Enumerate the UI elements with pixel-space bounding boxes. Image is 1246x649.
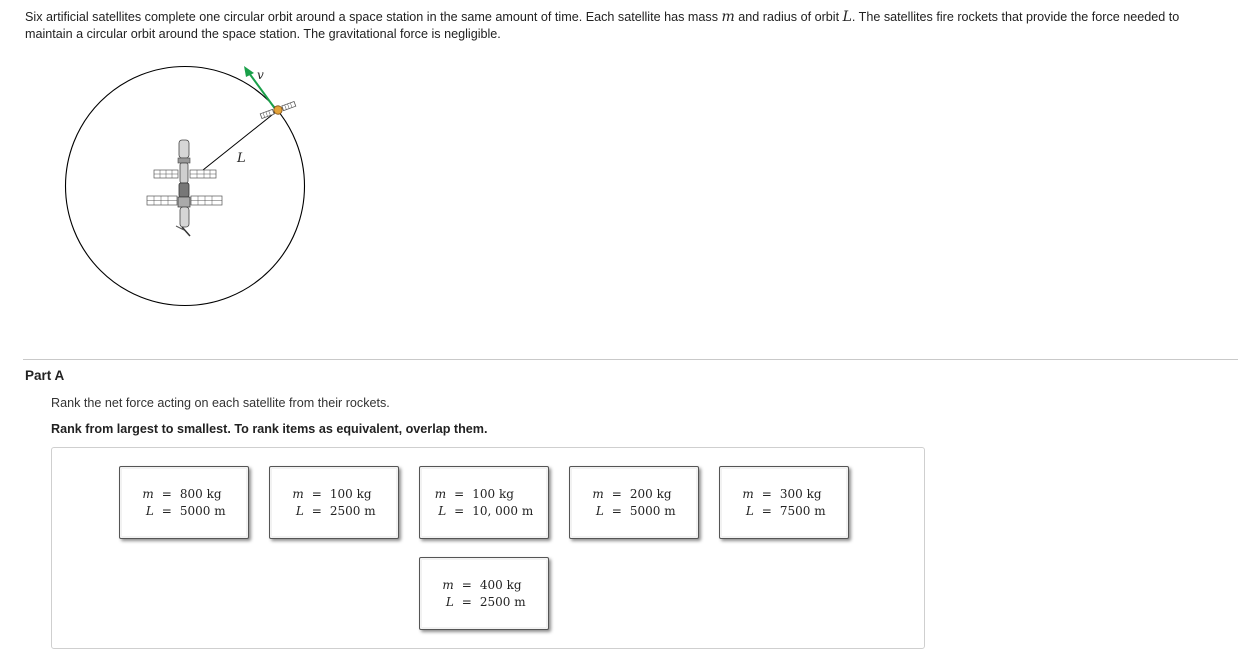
mass-symbol: m <box>721 9 735 25</box>
rank-instruction: Rank from largest to smallest. To rank items as equivalent, overlap them. <box>51 422 488 436</box>
mass-label: m <box>142 486 154 501</box>
mass-value: 100 kg <box>329 486 372 501</box>
radius-value: 2500 m <box>479 594 526 609</box>
equals-sign: = <box>311 486 322 501</box>
radius-label: L <box>237 151 246 166</box>
radius-value: 10, 000 m <box>472 503 534 518</box>
mass-value: 300 kg <box>779 486 822 501</box>
intro-text-3: . The satellites fire rockets that provide the force needed to maintain a circular orbit around the space station. The gravitational force is negligible. <box>25 10 1180 41</box>
satellite-card[interactable] <box>719 466 849 539</box>
velocity-label: v <box>257 68 264 82</box>
satellite-card[interactable] <box>269 466 399 539</box>
radius-value: 5000 m <box>629 503 676 518</box>
radius-symbol: L <box>842 9 852 25</box>
satellite-card[interactable] <box>569 466 699 539</box>
intro-text-2: and radius of orbit <box>734 10 843 24</box>
equals-sign: = <box>461 594 472 609</box>
radius-value: 2500 m <box>329 503 376 518</box>
equals-sign: = <box>611 486 622 501</box>
satellite-card[interactable] <box>119 466 249 539</box>
space-station-icon <box>147 140 222 236</box>
radius-label: L <box>438 503 447 518</box>
problem-statement <box>25 9 1230 42</box>
equals-sign: = <box>161 503 172 518</box>
section-divider <box>23 359 1238 360</box>
equals-sign: = <box>454 486 465 501</box>
radius-value: 7500 m <box>779 503 826 518</box>
mass-label: m <box>434 486 447 501</box>
card-values <box>288 486 379 520</box>
equals-sign: = <box>761 503 772 518</box>
mass-value: 200 kg <box>629 486 672 501</box>
equals-sign: = <box>761 486 772 501</box>
equals-sign: = <box>461 577 472 592</box>
mass-label: m <box>442 577 454 592</box>
mass-label: m <box>592 486 604 501</box>
radius-value: 5000 m <box>179 503 226 518</box>
mass-label: m <box>292 486 304 501</box>
card-values <box>138 486 229 520</box>
mass-label: m <box>742 486 754 501</box>
radius-label: L <box>745 503 754 518</box>
equals-sign: = <box>311 503 322 518</box>
radius-label: L <box>295 503 304 518</box>
part-instruction: Rank the net force acting on each satellite from their rockets. <box>51 396 390 410</box>
satellite-card[interactable] <box>419 466 549 539</box>
equals-sign: = <box>454 503 465 518</box>
mass-value: 400 kg <box>479 577 522 592</box>
card-values <box>431 486 537 520</box>
card-values <box>588 486 679 520</box>
part-title: Part A <box>25 368 65 383</box>
satellite-icon <box>260 100 297 120</box>
mass-value: 800 kg <box>179 486 222 501</box>
intro-text-1: Six artificial satellites complete one circular orbit around a space station in the same amount of time. Each satellite has mass <box>25 10 722 24</box>
equals-sign: = <box>611 503 622 518</box>
card-values <box>438 577 529 611</box>
radius-label: L <box>445 594 454 609</box>
orbit-figure <box>55 60 315 315</box>
satellite-card[interactable] <box>419 557 549 630</box>
mass-value: 100 kg <box>472 486 514 501</box>
equals-sign: = <box>161 486 172 501</box>
radius-label: L <box>145 503 154 518</box>
card-values <box>738 486 829 520</box>
radius-label: L <box>595 503 604 518</box>
